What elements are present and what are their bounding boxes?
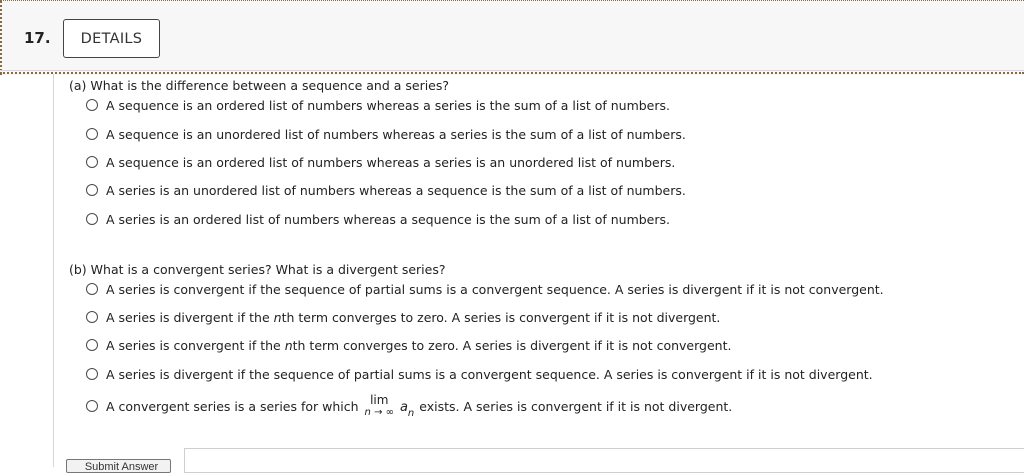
option-text: A series is an ordered list of numbers whereas a sequence is the sum of a list of numbers.	[106, 211, 671, 227]
part-a-prompt: (a) What is the difference between a sequence and a series?	[69, 78, 450, 93]
part-b-prompt: (b) What is a convergent series? What is a divergent series?	[69, 262, 446, 277]
option-text: A sequence is an ordered list of numbers whereas a series is an unordered list of numbers.	[106, 154, 676, 170]
option-text: A series is convergent if the sequence of partial sums is a convergent sequence. A series is divergent if it is not convergent.	[106, 281, 884, 297]
part-a-option-1[interactable]	[86, 96, 670, 114]
part-b-option-3[interactable]	[86, 336, 731, 354]
radio-button[interactable]	[86, 99, 98, 111]
part-a-option-2[interactable]	[86, 125, 686, 143]
radio-button[interactable]	[86, 339, 98, 351]
limit-expression: lim n → ∞	[364, 393, 394, 418]
option-text: A series is divergent if the sequence of partial sums is a convergent sequence. A series is convergent if it is not divergent.	[106, 366, 873, 382]
answer-panel	[184, 448, 1024, 473]
option-text: A series is convergent if the nth term converges to zero. A series is divergent if it is not convergent.	[106, 337, 732, 353]
n-variable: n	[284, 337, 293, 353]
submit-answer-button[interactable]: Submit Answer	[66, 459, 171, 473]
radio-button[interactable]	[86, 156, 98, 168]
n-variable: n	[273, 309, 282, 325]
part-a-option-3[interactable]	[86, 153, 675, 171]
question-number: 17.	[24, 29, 51, 47]
radio-button[interactable]	[86, 128, 98, 140]
radio-button[interactable]	[86, 311, 98, 323]
radio-button[interactable]	[86, 213, 98, 225]
part-b-option-1[interactable]	[86, 280, 884, 298]
radio-button[interactable]	[86, 368, 98, 380]
part-a-option-5[interactable]	[86, 210, 670, 228]
details-button[interactable]: DETAILS	[63, 19, 160, 58]
part-b-option-5[interactable]	[86, 394, 732, 418]
radio-button[interactable]	[86, 184, 98, 196]
option-text: A sequence is an ordered list of numbers whereas a series is the sum of a list of numbers.	[106, 97, 671, 113]
part-a-option-4[interactable]	[86, 181, 686, 199]
option-text: A series is divergent if the nth term converges to zero. A series is convergent if it is not divergent.	[106, 309, 721, 325]
part-b-option-4[interactable]	[86, 365, 873, 383]
radio-button[interactable]	[86, 400, 98, 412]
option-text: A convergent series is a series for which lim n → ∞ $a_n$ exists. A series is convergent if it is not divergent.	[106, 393, 733, 419]
option-text: A sequence is an unordered list of numbers whereas a series is the sum of a list of numbers.	[106, 126, 686, 142]
part-b-option-2[interactable]	[86, 308, 720, 326]
radio-button[interactable]	[86, 283, 98, 295]
option-text: A series is an unordered list of numbers whereas a sequence is the sum of a list of numbers.	[106, 182, 686, 198]
sequence-term: $a_n$	[399, 400, 415, 419]
